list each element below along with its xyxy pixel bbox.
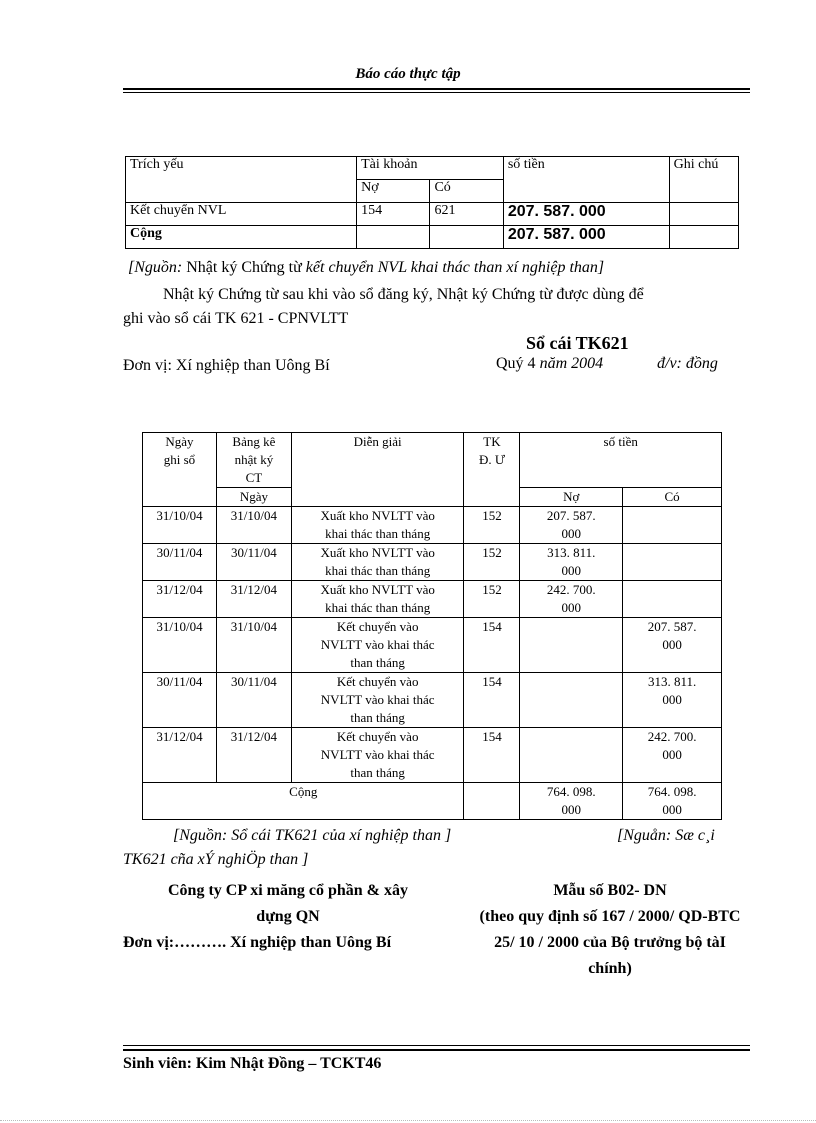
table-row: 31/12/04 31/12/04 Xuất kho NVLTT vào khai thác than tháng 152 242. 700. 000 [143, 581, 722, 618]
col-tk-du: TK Đ. Ư [464, 433, 520, 507]
cell-so-tien: 207. 587. 000 [503, 203, 669, 226]
cell-so-tien: 207. 587. 000 [503, 226, 669, 249]
company-left: Công ty CP xi măng cổ phần & xây dựng QN [167, 882, 409, 925]
footer-rule [123, 1049, 750, 1051]
col-bang-ke: Bảng kê nhật ký CT [216, 433, 291, 488]
quarter-line: Quý 4 năm 2004 [496, 355, 604, 372]
col-co: Có [623, 488, 722, 507]
cell-ghi-chu [669, 203, 738, 226]
source-note-2-line2: TK621 cña xÝ nghiÖp than ] [123, 851, 309, 868]
col-tai-khoan: Tài khoản [357, 157, 504, 180]
source-note-2: [Nguồn: Sổ cái TK621 của xí nghiệp than ] [173, 827, 452, 844]
report-header: Báo cáo thực tập [355, 66, 461, 82]
ledger-title: Sổ cái TK621 [526, 333, 629, 353]
cell-trich-yeu: Cộng [126, 226, 357, 249]
company-unit: Đơn vị:………. Xí nghiệp than Uông Bí [123, 934, 392, 951]
header-rule-thin [123, 92, 750, 93]
col-co: Có [430, 180, 503, 203]
cell-trich-yeu: Kết chuyển NVL [126, 203, 357, 226]
cell-no [357, 226, 430, 249]
unit-line: Đơn vị: Xí nghiệp than Uông Bí [123, 357, 330, 374]
unit-currency: đ/v: đồng [657, 355, 718, 372]
header-rule [123, 88, 750, 90]
cell-ghi-chu [669, 226, 738, 249]
table-row [126, 203, 739, 226]
table-row [126, 226, 739, 249]
table-row: 30/11/04 30/11/04 Kết chuyển vào NVLTT vào khai thác than tháng 154 313. 811. 000 [143, 673, 722, 728]
paragraph-line-2: ghi vào sổ cái TK 621 - CPNVLTT [123, 310, 349, 327]
col-no: Nợ [520, 488, 623, 507]
ledger-table [142, 432, 722, 820]
table-row: 31/12/04 31/12/04 Kết chuyển vào NVLTT vào khai thác than tháng 154 242. 700. 000 [143, 728, 722, 783]
table-row: 30/11/04 30/11/04 Xuất kho NVLTT vào khai thác than tháng 152 313. 811. 000 [143, 544, 722, 581]
col-so-tien: số tiền [520, 433, 722, 488]
cell-no: 154 [357, 203, 430, 226]
col-ngay: Ngày [216, 488, 291, 507]
col-trich-yeu: Trích yếu [126, 157, 357, 203]
page-edge [0, 1120, 816, 1121]
journal-table [125, 156, 739, 249]
form-number: Mẫu số B02- DN (theo quy định số 167 / 2000/ QD-BTC 25/ 10 / 2000 của Bộ trưởng bộ tàI chính) [479, 882, 741, 977]
source-note-2-right: [Nguån: Sæ c¸i [617, 827, 715, 844]
paragraph-line-1: Nhật ký Chứng từ sau khi vào sổ đăng ký, Nhật ký Chứng từ được dùng để [163, 286, 644, 303]
source-note-1: [Nguồn: Nhật ký Chứng từ kết chuyển NVL khai thác than xí nghiệp than] [128, 259, 605, 276]
table-row: 31/10/04 31/10/04 Xuất kho NVLTT vào khai thác than tháng 152 207. 587. 000 [143, 507, 722, 544]
student-name: Sinh viên: Kim Nhật Đồng – TCKT46 [123, 1055, 382, 1072]
total-row: Cộng 764. 098. 000 764. 098. 000 [143, 783, 722, 820]
col-so-tien: số tiền [503, 157, 669, 203]
footer-rule-thin [123, 1045, 750, 1046]
col-no: Nợ [357, 180, 430, 203]
col-ngay-ghi-so: Ngày ghi sổ [143, 433, 217, 507]
col-ghi-chu: Ghi chú [669, 157, 738, 203]
table-row: 31/10/04 31/10/04 Kết chuyển vào NVLTT vào khai thác than tháng 154 207. 587. 000 [143, 618, 722, 673]
cell-co [430, 226, 503, 249]
col-dien-giai: Diễn giải [291, 433, 464, 507]
cell-co: 621 [430, 203, 503, 226]
